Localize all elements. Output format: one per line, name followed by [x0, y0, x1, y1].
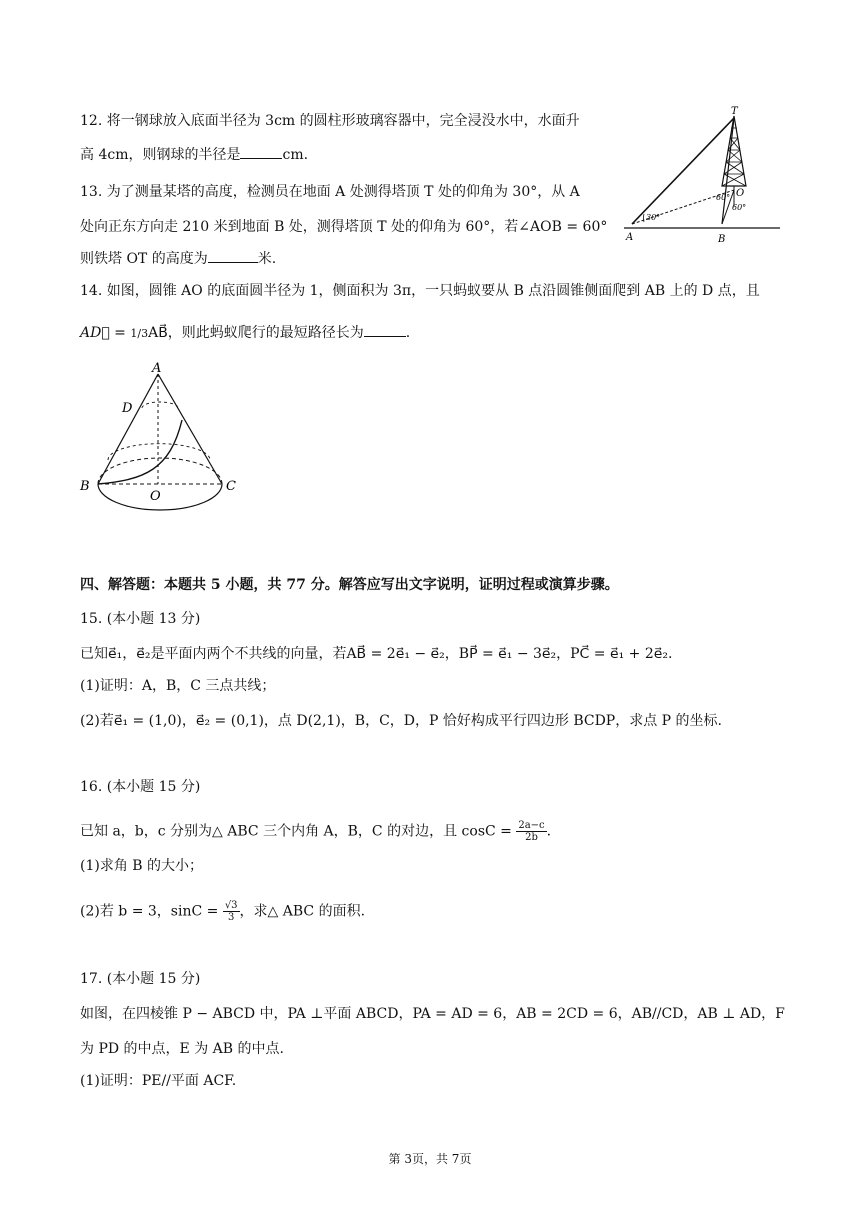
q16-line1: [80, 820, 551, 843]
q15-line1: 已知e⃗₁，e⃗₂是平面内两个不共线的向量，若AB⃗ = 2e⃗₁ − e⃗₂，BP⃗ = e⃗₁ − 3e⃗₂，PC⃗ = e⃗₁ + 2e⃗₂.: [80, 646, 673, 662]
q16-line1-end: .: [546, 823, 552, 840]
section-heading: 四、解答题：本题共 5 小题，共 77 分。解答应写出文字说明，证明过程或演算步骤。: [80, 577, 619, 593]
q12-line1: 12. 将一钢球放入底面半径为 3cm 的圆柱形玻璃容器中，完全浸没水中，水面升: [80, 113, 580, 129]
q14-line2: [80, 322, 410, 343]
angle-60-label-1: 60°: [716, 193, 731, 202]
q13-line1: 13. 为了测量某塔的高度，检测员在地面 A 处测得塔顶 T 处的仰角为 30°，从 A: [80, 184, 580, 200]
q16-line3-end: ，求△ ABC 的面积.: [239, 903, 366, 920]
q12-line2-text: 高 4cm，则钢球的半径是: [80, 147, 241, 163]
label-O: O: [736, 188, 745, 199]
label-A: A: [152, 361, 162, 376]
q16-fraction: [516, 820, 546, 843]
q17-line3: (1)证明：PE//平面 ACF.: [80, 1073, 237, 1089]
answer-blank: [240, 144, 282, 159]
q16-line2: (1)求角 B 的大小；: [80, 858, 204, 874]
q17-title: 17. (本小题 15 分): [80, 971, 201, 987]
angle-30-label: 30°: [646, 213, 661, 222]
label-B: B: [718, 234, 726, 245]
q17-line1: 如图，在四棱锥 P − ABCD 中，PA ⊥平面 ABCD，PA = AD = 6，AB = 2CD = 6，AB//CD，AB ⊥ AD，F: [80, 1006, 785, 1022]
q16-frac-den: 2b: [525, 832, 538, 843]
q12-line2-unit: cm.: [282, 147, 309, 163]
q16-line3: [80, 900, 365, 923]
q13-line2: 处向正东方向走 210 米到地面 B 处，测得塔顶 T 处的仰角为 60°，若∠AOB = 60°: [80, 219, 608, 235]
q16-frac2-den: 3: [227, 912, 235, 923]
q15-title: 15. (本小题 13 分): [80, 611, 201, 627]
q16-frac2-num: √3: [224, 900, 238, 911]
label-B: B: [80, 479, 90, 494]
q17-line2: 为 PD 的中点，E 为 AB 的中点.: [80, 1041, 284, 1057]
q16-title: 16. (本小题 15 分): [80, 779, 201, 795]
q13-line3-text: 则铁塔 OT 的高度为: [80, 251, 208, 267]
q16-line3-text: (2)若 b = 3，sinC =: [80, 903, 223, 920]
q14-line1: 14. 如图，圆锥 AO 的底面圆半径为 1，侧面积为 3π，一只蚂蚁要从 B 点沿圆锥侧面爬到 AB 上的 D 点，且: [80, 283, 760, 299]
cone-figure: [74, 360, 244, 530]
q15-line3: (2)若e⃗₁ = (1,0)，e⃗₂ = (0,1)，点 D(2,1)，B，C，D，P 恰好构成平行四边形 BCDP，求点 P 的坐标.: [80, 713, 723, 729]
q14-line2-end: .: [405, 325, 411, 341]
q13-line3: [80, 248, 276, 268]
q14-line2-text: AB⃗，则此蚂蚁爬行的最短路径长为: [148, 325, 364, 341]
q14-vec-ad: AD⃗ =: [80, 325, 131, 341]
label-T: T: [731, 106, 738, 117]
q16-frac-num: 2a−c: [518, 820, 545, 831]
q14-fraction: 1/3: [130, 327, 149, 340]
page-footer: 第 3页，共 7页: [388, 1152, 472, 1166]
q13-line3-unit: 米.: [257, 251, 277, 267]
label-A: A: [626, 232, 634, 243]
tower-figure: [622, 102, 782, 250]
answer-blank: [208, 248, 258, 263]
q15-line2: (1)证明：A，B，C 三点共线；: [80, 678, 276, 694]
label-O: O: [150, 489, 161, 504]
angle-60-label-2: 60°: [732, 203, 747, 212]
q12-line2: [80, 144, 308, 164]
label-C: C: [226, 479, 236, 494]
q16-fraction2: [223, 900, 240, 923]
q16-line1-text: 已知 a，b，c 分别为△ ABC 三个内角 A，B，C 的对边，且 cosC =: [80, 823, 517, 840]
answer-blank: [364, 322, 406, 337]
label-D: D: [122, 401, 133, 416]
